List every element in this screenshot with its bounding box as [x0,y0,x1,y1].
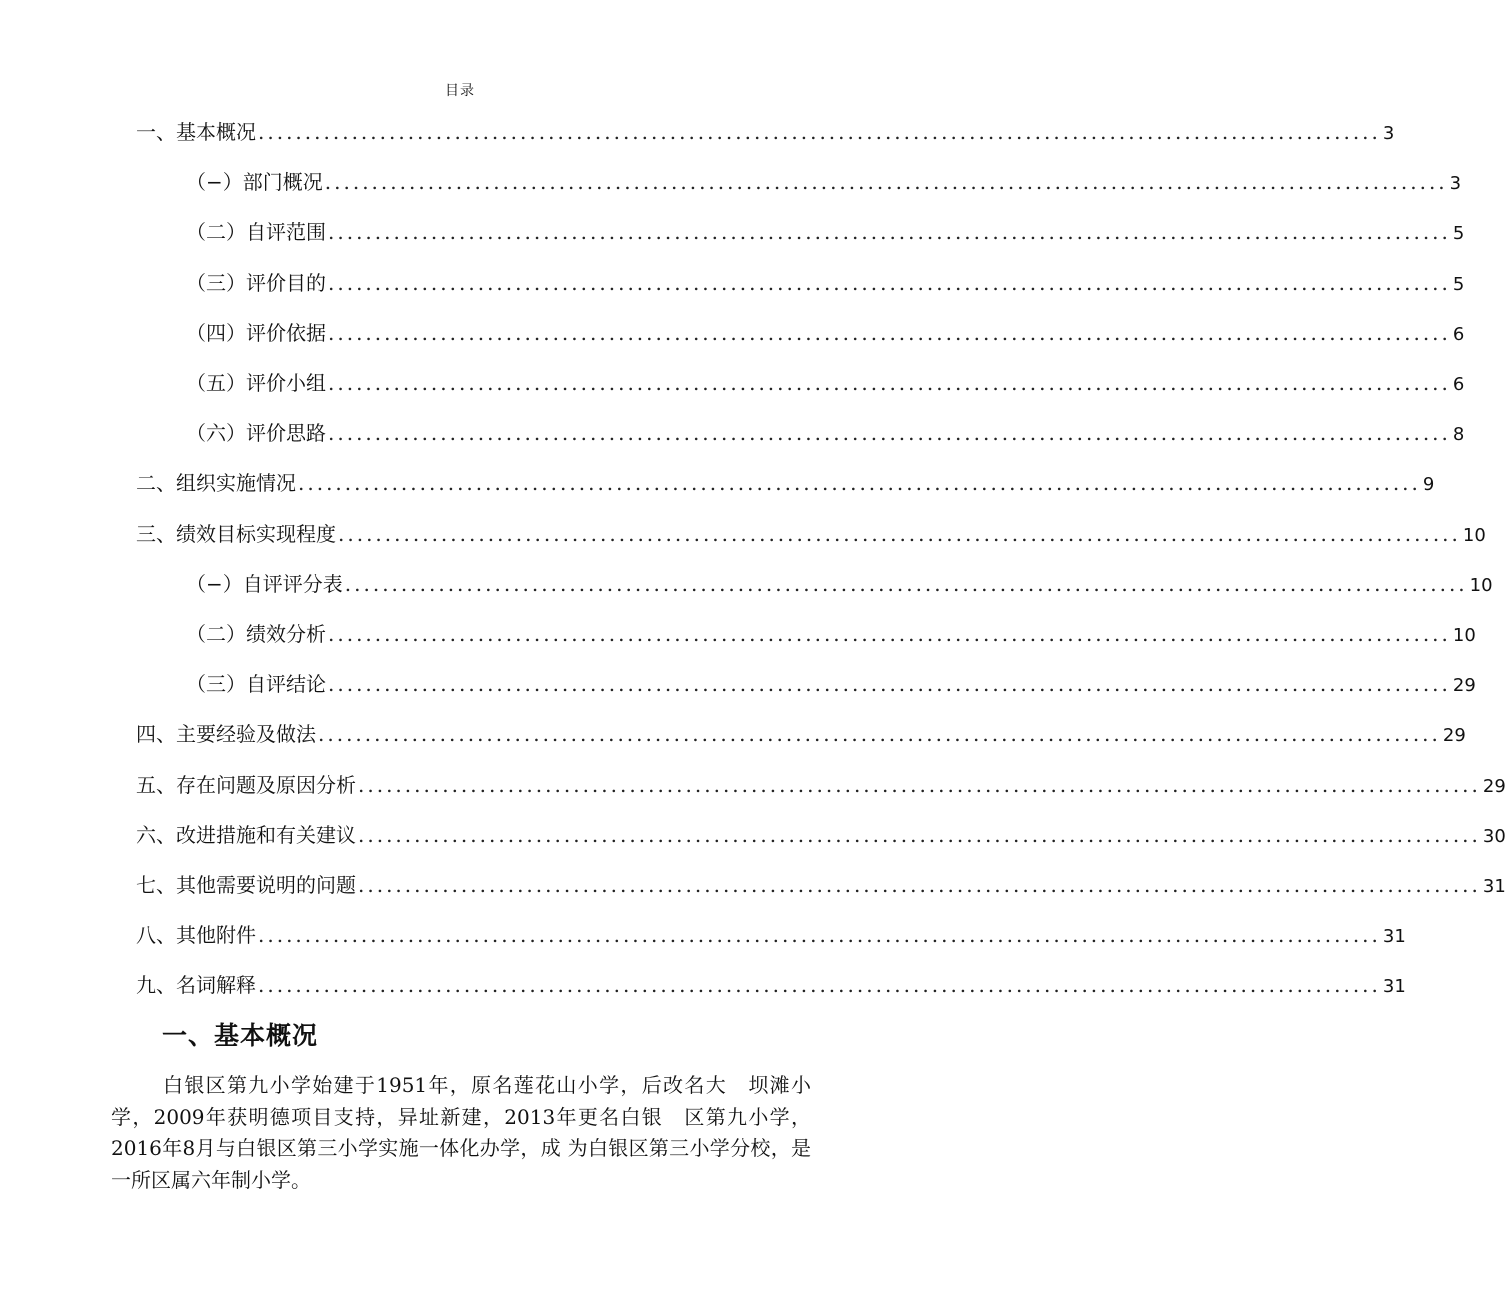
toc-entry[interactable] [136,919,1406,949]
toc-dot-leader: ........................................................................................................................ [328,320,1451,345]
toc-entry-page-number: 29 [1452,675,1476,697]
toc-entry-page-number: 3 [1449,173,1462,195]
toc-dot-leader: ........................................................................................................................ [338,521,1461,546]
toc-entry[interactable] [186,216,1465,246]
toc-entry-page-number: 8 [1452,424,1465,446]
toc-entry-label: 六、改进措施和有关建议 [136,822,356,847]
toc-entry-label: 二、组织实施情况 [136,471,296,496]
toc-dot-leader: ........................................................................................................................ [328,270,1451,295]
toc-entry-page-number: 10 [1452,625,1476,646]
toc-entry[interactable] [136,718,1466,748]
toc-entry-page-number: 6 [1452,374,1465,395]
toc-entry-page-number: 30 [1482,825,1506,847]
toc-entry[interactable] [186,166,1462,196]
toc-dot-leader: ........................................................................................................................ [258,973,1381,998]
toc-entry-label: （五）评价小组 [186,371,326,395]
toc-dot-leader: ........................................................................................................................ [258,923,1381,948]
toc-entry-page-number: 9 [1422,474,1435,496]
toc-dot-leader: ........................................................................................................................ [298,471,1421,496]
toc-entry-page-number: 31 [1482,876,1506,897]
toc-entry-label: 九、名词解释 [136,973,256,998]
toc-entry[interactable] [186,668,1476,698]
toc-entry-page-number: 29 [1442,725,1466,747]
toc-entry-page-number: 3 [1382,123,1395,144]
toc-entry[interactable] [186,568,1493,598]
toc-entry[interactable] [186,267,1465,297]
toc-entry-label: （二）绩效分析 [186,622,326,646]
toc-dot-leader: ........................................................................................................................ [358,822,1481,847]
toc-entry-page-number: 10 [1469,574,1493,596]
toc-entry-label: 三、绩效目标实现程度 [136,521,336,546]
toc-entry[interactable] [136,769,1506,799]
toc-dot-leader: ........................................................................................................................ [328,622,1451,646]
toc-entry-label: （二）自评范围 [186,220,326,245]
toc-entry[interactable] [186,618,1476,648]
toc-entry-label: 五、存在问题及原因分析 [136,772,356,797]
toc-entry[interactable] [186,367,1465,397]
toc-dot-leader: ........................................................................................................................ [324,170,1448,195]
toc-entry-page-number: 6 [1452,323,1465,345]
toc-entry[interactable] [186,417,1465,447]
toc-entry-page-number: 10 [1462,524,1486,546]
toc-entry[interactable] [136,819,1506,849]
section-heading: 一、基本概况 [162,1021,319,1050]
toc-entry[interactable] [186,317,1465,347]
toc-entry-label: 四、主要经验及做法 [136,722,316,747]
toc-dot-leader: ........................................................................................................................ [318,722,1441,747]
toc-entry-label: （−）自评评分表 [186,571,343,596]
toc-dot-leader: ........................................................................................................................ [328,371,1451,395]
toc-entry-label: （四）评价依据 [186,320,326,345]
toc-dot-leader: ........................................................................................................................ [358,772,1481,797]
toc-dot-leader: ........................................................................................................................ [258,120,1381,144]
toc-entry-label: （三）评价目的 [186,270,326,295]
toc-entry-label: （三）自评结论 [186,672,326,697]
toc-dot-leader: ........................................................................................................................ [328,421,1451,446]
toc-title: 目录 [445,83,475,99]
toc-entry[interactable] [136,116,1395,146]
toc-entry-label: 一、基本概况 [136,120,256,144]
toc-dot-leader: ........................................................................................................................ [328,220,1451,245]
toc-entry-page-number: 31 [1382,976,1406,998]
toc-dot-leader: ........................................................................................................................ [358,873,1481,897]
body-paragraph: 白银区第九小学始建于1951年，原名莲花山小学，后改名大 坝滩小学，2009年获明德项目支持，异址新建，2013年更名白银 区第九小学，2016年8月与白银区第三小学实施一体化办学，成 为白银区第三小学分校，是一所区属六年制小学。 [111,1073,811,1192]
toc-entry-label: 八、其他附件 [136,923,256,948]
toc-entry-label: （−）部门概况 [186,170,323,195]
toc-entry-page-number: 5 [1452,273,1465,295]
toc-entry-page-number: 29 [1482,775,1506,797]
toc-dot-leader: ........................................................................................................................ [328,672,1451,697]
toc-entry[interactable] [136,467,1435,497]
toc-entry[interactable] [136,518,1486,548]
toc-entry-label: 七、其他需要说明的问题 [136,873,356,897]
toc-entry-page-number: 5 [1452,223,1465,245]
toc-entry[interactable] [136,869,1506,899]
toc-entry-label: （六）评价思路 [186,421,326,446]
toc-dot-leader: ........................................................................................................................ [344,571,1468,596]
toc-entry-page-number: 31 [1382,926,1406,948]
toc-entry[interactable] [136,969,1406,999]
